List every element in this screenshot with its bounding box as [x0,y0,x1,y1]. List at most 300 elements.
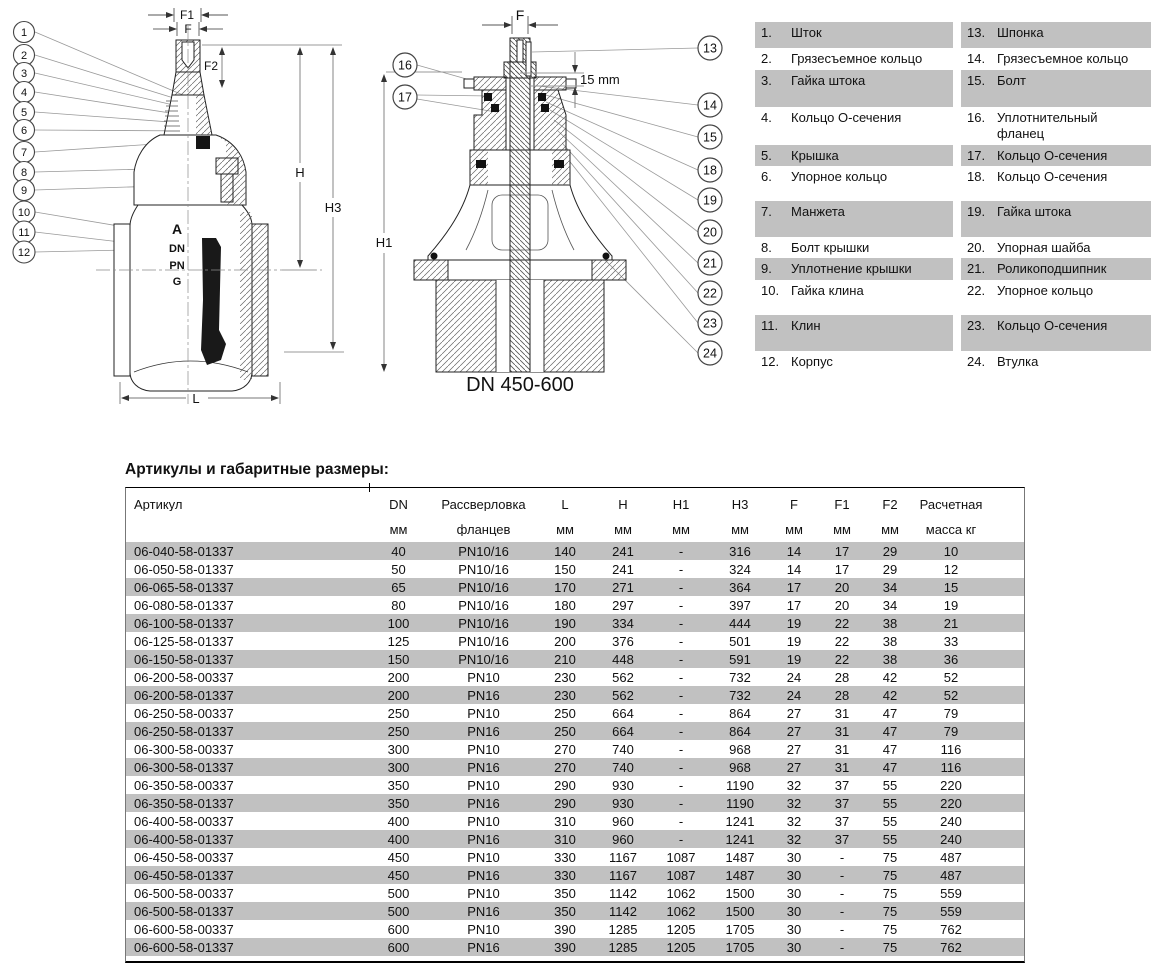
drawing-caption: DN 450-600 [466,374,574,396]
article-number: 06-100-58-01337 [134,616,234,630]
article-number: 06-065-58-01337 [134,580,234,594]
svg-text:7: 7 [20,147,28,159]
dimension-value: 1705 [725,940,755,954]
part-name: Уплотнение крышки [791,261,912,276]
dimension-value: 21 [943,616,959,630]
dimension-value: PN16 [467,904,500,918]
svg-text:13: 13 [703,41,717,56]
stem-slot [517,40,523,62]
dimensions-table-header-row [126,492,1024,517]
dimension-value: 47 [882,724,898,738]
flange-wing-right [592,260,626,280]
dimension-value: 29 [882,544,898,558]
dimension-value: 1142 [609,904,637,918]
dimension-value: 33 [943,634,959,648]
dimension-value: 316 [729,544,751,558]
dimension-value: 15 [943,580,959,594]
column-header: F [790,498,798,511]
callout-12 [13,241,35,263]
dimension-value: - [678,742,684,756]
dimension-value: 52 [943,688,959,702]
dimension-value: 50 [391,562,406,576]
article-number: 06-600-58-00337 [134,922,234,936]
dimension-value: 22 [834,634,850,648]
dimension-value: 190 [554,616,576,630]
svg-text:18: 18 [703,163,717,178]
dimension-value: - [678,814,684,828]
part-name: Роликоподшипник [997,261,1107,276]
dimension-value: PN16 [467,724,500,738]
dimension-value: 930 [612,796,634,810]
part-number: 4. [761,110,772,125]
dimension-value: 19 [943,598,959,612]
dimension-value: 1705 [725,922,755,936]
column-unit: фланцев [456,523,511,536]
dimension-value: 487 [940,868,962,882]
part-name: Грязесъемное кольцо [997,51,1129,66]
dimension-value: 19 [786,616,802,630]
svg-text:2: 2 [20,50,28,62]
dimension-value: - [678,652,684,666]
dimension-value: 28 [834,688,850,702]
dimensions-table-row [126,938,1024,956]
part-name: Упорное кольцо [997,283,1094,298]
part-name: Корпус [791,354,833,369]
dimension-value: 300 [387,742,410,756]
parts-list-entry [755,237,953,258]
dimension-value: 600 [387,940,410,954]
part-number: 10. [761,283,780,298]
dimension-value: - [678,760,684,774]
article-number: 06-200-58-01337 [134,688,234,702]
dimension-value: 32 [786,814,802,828]
dimension-value: 32 [786,778,802,792]
dimension-value: PN10 [467,778,500,792]
dimension-value: 22 [834,652,850,666]
dimension-value: 1487 [725,868,755,882]
dimension-value: - [678,688,684,702]
part-name: Упорная шайба [997,240,1091,255]
part-name: Втулка [997,354,1039,369]
parts-list-entry [755,107,953,145]
dimension-value: PN10 [467,922,500,936]
callout-13 [698,36,722,60]
column-unit: мм [614,523,632,536]
dimension-value: 250 [387,724,410,738]
part-name: Гайка штока [791,73,866,88]
dimension-value: - [839,922,845,936]
svg-text:17: 17 [398,90,412,105]
part-number: 5. [761,148,772,163]
dimension-value: PN16 [467,796,500,810]
article-number: 06-300-58-00337 [134,742,234,756]
dimensions-table-title: Артикулы и габаритные размеры: [125,461,389,478]
dimension-value: 740 [612,760,634,774]
part-name: Шток [791,25,822,40]
article-number: 06-150-58-01337 [134,652,234,666]
key [526,42,531,76]
column-unit: мм [672,523,690,536]
dimension-value: 562 [612,688,634,702]
callout-7 [14,142,35,163]
dimension-value: - [678,832,684,846]
svg-text:8: 8 [20,167,28,179]
dimension-value: 591 [729,652,751,666]
dimensions-table-row [126,794,1024,812]
dn-mark: DN [169,243,185,255]
parts-list-entry [961,22,1151,48]
parts-list-entry [961,70,1151,107]
column-tick [369,483,370,492]
dimension-value: 19 [786,634,802,648]
dimension-value: 250 [554,706,576,720]
dimension-value: 350 [387,778,410,792]
dim-h3-label: H3 [324,200,342,215]
dimension-value: 270 [554,760,576,774]
svg-text:24: 24 [703,346,717,361]
dimension-value: 28 [834,670,850,684]
parts-list-row [755,237,1151,258]
dimension-value: PN10 [467,706,500,720]
parts-list-entry [755,280,953,301]
dimension-value: 400 [387,814,410,828]
callout-11 [13,221,35,243]
parts-list-row [755,70,1151,107]
dimensions-table-row [126,776,1024,794]
dimension-value: 36 [943,652,959,666]
dimension-value: 47 [882,742,898,756]
dimension-value: 200 [387,670,410,684]
dimension-value: - [678,670,684,684]
dimension-value: 34 [882,580,898,594]
dimension-value: 350 [554,886,576,900]
dimension-value: - [678,634,684,648]
callout-16 [393,53,417,77]
dimension-value: 19 [786,652,802,666]
dimension-value: 1087 [666,868,696,882]
parts-list-entry [755,315,953,351]
dimension-value: 271 [612,580,634,594]
dimension-value: 32 [786,796,802,810]
article-number: 06-080-58-01337 [134,598,234,612]
dimensions-table-row [126,596,1024,614]
dimension-value: - [678,544,684,558]
dimension-value: 116 [940,742,962,756]
parts-list-entry [961,107,1151,145]
dimension-value: 37 [834,814,850,828]
dimension-value: 400 [387,832,410,846]
parts-list-entry [755,258,953,280]
dimension-value: 17 [834,544,850,558]
part-name: Крышка [791,148,839,163]
dim-f1-label: F1 [179,8,195,22]
logo-mark: A [171,221,183,237]
dimension-value: 310 [554,832,576,846]
part-number: 22. [967,283,986,298]
dimension-value: PN16 [467,868,500,882]
dim-f2 [202,45,342,88]
column-unit: мм [881,523,899,536]
dimension-value: 310 [554,814,576,828]
dimension-value: 241 [612,562,634,576]
svg-text:19: 19 [703,193,717,208]
dimension-value: 220 [940,796,962,810]
dimension-value: 38 [882,634,898,648]
callout-21 [698,251,722,275]
part-name: Кольцо О-сечения [997,148,1108,163]
dimensions-table-row [126,758,1024,776]
dimensions-table-row [126,704,1024,722]
dimensions-table-row [126,722,1024,740]
parts-list-entry [961,280,1151,301]
dimension-value: PN10/16 [458,562,509,576]
dim-f-middle [482,7,558,34]
column-header: L [561,498,569,511]
dimension-value: 350 [554,904,576,918]
dimensions-table-row [126,578,1024,596]
svg-text:1: 1 [20,27,28,39]
dimension-value: 241 [612,544,634,558]
dimension-value: 125 [387,634,410,648]
dimension-value: 330 [554,850,576,864]
dimension-value: 1087 [666,850,696,864]
part-name: Клин [791,318,821,333]
part-name: Манжета [791,204,845,219]
dimension-value: 1205 [666,940,696,954]
dimension-value: 20 [834,598,850,612]
column-header: Артикул [134,498,183,511]
column-unit: мм [556,523,574,536]
dimension-value: 740 [612,742,634,756]
dimension-value: 350 [387,796,410,810]
dimension-value: 75 [882,850,898,864]
parts-list-entry [961,201,1151,237]
dimension-value: PN10 [467,670,500,684]
dimension-value: 762 [940,940,962,954]
dimension-value: 290 [554,778,576,792]
long-stem [510,38,530,372]
dimension-value: 14 [786,562,802,576]
dimension-value: PN16 [467,760,500,774]
dimension-value: 27 [786,724,802,738]
column-unit: мм [833,523,851,536]
dimension-value: 150 [387,652,410,666]
dimension-value: 230 [554,688,576,702]
column-header: H1 [672,498,690,511]
dimensions-table-row [126,920,1024,938]
dimension-value: - [839,940,845,954]
dimension-value: PN16 [467,688,500,702]
column-header: Расчетная [919,498,983,511]
part-number: 16. [967,110,986,125]
dimension-value: 75 [882,868,898,882]
dimension-value: PN16 [467,832,500,846]
article-number: 06-050-58-01337 [134,562,234,576]
parts-list-entry [961,237,1151,258]
dimension-value: 200 [554,634,576,648]
dimension-value: 1062 [666,886,696,900]
parts-list-row [755,145,1151,166]
dimension-value: 1285 [608,922,638,936]
dimension-value: - [839,886,845,900]
svg-text:12: 12 [17,247,31,259]
dimension-value: 364 [729,580,751,594]
dimension-value: 80 [391,598,406,612]
dimension-value: 864 [729,724,751,738]
dim-h3 [284,47,344,352]
dimensions-table-row [126,632,1024,650]
dimensions-table-row [126,866,1024,884]
dimension-value: 150 [554,562,576,576]
dimensions-table-row [126,668,1024,686]
dimension-value: 448 [612,652,634,666]
svg-text:20: 20 [703,225,717,240]
parts-list-entry [961,258,1151,280]
dimensions-table [125,487,1025,963]
dimension-value: 79 [943,706,959,720]
dimension-value: 40 [391,544,406,558]
dimension-value: 390 [554,940,576,954]
dimension-value: 390 [554,922,576,936]
dimension-value: 968 [729,742,751,756]
parts-list-entry [755,70,953,107]
dimension-value: 55 [882,832,898,846]
dimension-value: 450 [387,850,410,864]
dimension-value: 270 [554,742,576,756]
callout-10 [13,201,35,223]
part-name: Болт крышки [791,240,870,255]
callout-9 [14,180,35,201]
callout-1 [14,22,35,43]
dimension-value: 200 [387,688,410,702]
dimension-value: 220 [940,778,962,792]
part-name: Уплотнительный фланец [997,110,1098,141]
dimension-value: 30 [786,868,802,882]
svg-text:3: 3 [20,68,28,80]
dimension-value: 300 [387,760,410,774]
svg-text:14: 14 [703,98,717,113]
dimension-value: 1167 [609,850,637,864]
part-number: 19. [967,204,986,219]
dim-l-label: L [192,391,200,406]
dimension-value: - [678,706,684,720]
article-number: 06-350-58-01337 [134,796,234,810]
callout-14 [698,93,722,117]
article-number: 06-300-58-01337 [134,760,234,774]
parts-list-row [755,48,1151,70]
dimension-value: 27 [786,706,802,720]
dimension-value: 24 [786,688,802,702]
svg-text:5: 5 [20,107,28,119]
dimension-value: 250 [387,706,410,720]
dimensions-table-row [126,614,1024,632]
callout-6 [14,120,35,141]
parts-list-row [755,315,1151,351]
sealing-flange-left [474,77,506,90]
part-name: Гайка клина [791,283,864,298]
part-number: 8. [761,240,772,255]
dimension-value: 42 [882,670,898,684]
dimension-value: 930 [612,778,634,792]
parts-list-row [755,166,1151,188]
dimension-value: 664 [612,724,634,738]
article-number: 06-250-58-00337 [134,706,234,720]
dimension-value: 52 [943,670,959,684]
dimension-value: 30 [786,850,802,864]
callout-3 [14,63,35,84]
dimension-value: 31 [834,742,850,756]
dimension-value: 37 [834,796,850,810]
dimension-value: 20 [834,580,850,594]
parts-list-entry [961,315,1151,351]
dimension-value: 600 [387,922,410,936]
dimension-value: PN10 [467,850,500,864]
dimension-value: 14 [786,544,802,558]
dimensions-table-body [126,542,1024,956]
article-number: 06-250-58-01337 [134,724,234,738]
svg-text:4: 4 [20,87,28,99]
dimension-value: 240 [940,814,962,828]
dimension-value: - [678,778,684,792]
callout-15 [698,125,722,149]
dimension-value: 32 [786,832,802,846]
column-unit: мм [731,523,749,536]
dimensions-table-row [126,650,1024,668]
dimension-value: 968 [729,760,751,774]
dimension-value: 397 [729,598,751,612]
part-number: 23. [967,318,986,333]
dimension-value: 334 [612,616,634,630]
part-number: 3. [761,73,772,88]
svg-text:16: 16 [398,58,412,73]
part-name: Гайка штока [997,204,1072,219]
dimension-value: 30 [786,922,802,936]
left-callouts [13,22,35,264]
dimension-value: 12 [943,562,959,576]
dimension-value: 140 [554,544,576,558]
dimension-value: 42 [882,688,898,702]
parts-list-entry [755,166,953,188]
dimension-value: 1487 [725,850,755,864]
dimension-value: 31 [834,760,850,774]
part-number: 9. [761,261,772,276]
flange-wing-left [414,260,448,280]
parts-list-entry [961,48,1151,70]
dn450-geometry [414,38,626,372]
article-number: 06-450-58-00337 [134,850,234,864]
parts-list-row [755,258,1151,280]
dimensions-table-row [126,740,1024,758]
pn-mark: PN [169,260,185,272]
callout-18 [698,158,722,182]
dimension-value: PN10/16 [458,598,509,612]
svg-text:6: 6 [20,125,28,137]
part-number: 6. [761,169,772,184]
dimension-value: - [839,904,845,918]
dim-h-label: H [295,165,305,180]
part-number: 17. [967,148,986,163]
dimension-value: 1190 [726,778,754,792]
dimension-value: 17 [834,562,850,576]
dimension-value: 65 [391,580,406,594]
parts-list-entry [755,145,953,166]
dimension-value: 38 [882,652,898,666]
dimension-value: 732 [729,670,751,684]
part-number: 20. [967,240,986,255]
dimension-value: 664 [612,706,634,720]
dimension-value: 1062 [666,904,696,918]
part-number: 15. [967,73,986,88]
